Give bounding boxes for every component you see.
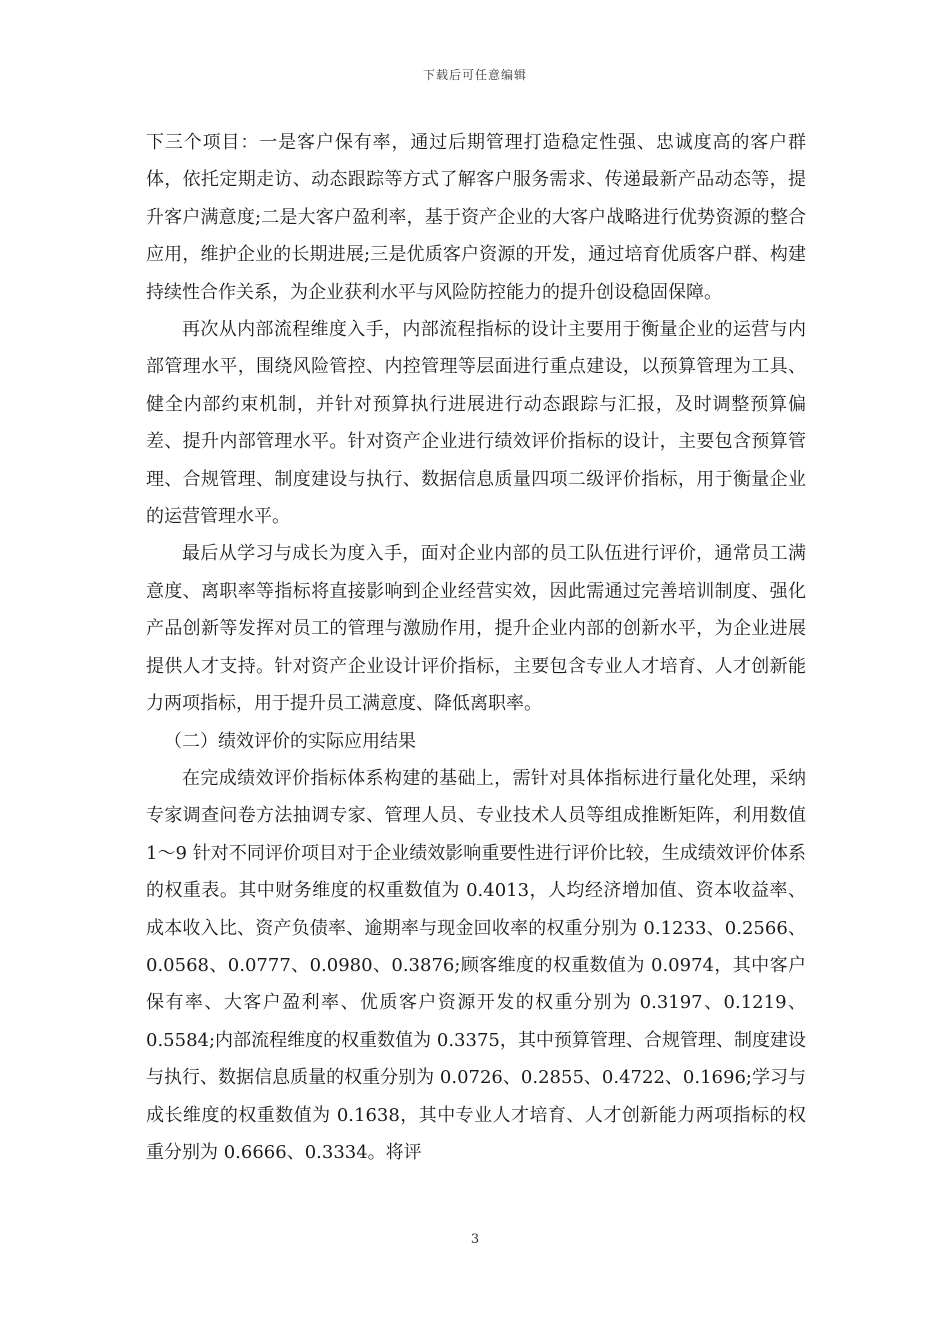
document-body	[146, 124, 806, 1171]
paragraph-internal-process: 再次从内部流程维度入手，内部流程指标的设计主要用于衡量企业的运营与内部管理水平，围绕风险管控、内控管理等层面进行重点建设，以预算管理为工具、健全内部约束机制，并针对预算执行进展进行动态跟踪与汇报，及时调整预算偏差、提升内部管理水平。针对资产企业进行绩效评价指标的设计，主要包含预算管理、合规管理、制度建设与执行、数据信息质量四项二级评价指标，用于衡量企业的运营管理水平。	[146, 319, 806, 528]
section-heading: （二）绩效评价的实际应用结果	[164, 730, 416, 752]
page-number: 3	[470, 1232, 480, 1247]
paragraph-customer-items: 下三个项目：一是客户保有率，通过后期管理打造稳定性强、忠诚度高的客户群体，依托定期走访、动态跟踪等方式了解客户服务需求、传递最新产品动态等，提升客户满意度;二是大客户盈利率，基于资产企业的大客户战略进行优势资源的整合应用，维护企业的长期进展;三是优质客户资源的开发，通过培育优质客户群、构建持续性合作关系，为企业获利水平与风险防控能力的提升创设稳固保障。	[146, 132, 806, 303]
page-header: 下载后可任意编辑	[422, 68, 527, 82]
paragraph-learning-growth: 最后从学习与成长为度入手，面对企业内部的员工队伍进行评价，通常员工满意度、离职率等指标将直接影响到企业经营实效，因此需通过完善培训制度、强化产品创新等发挥对员工的管理与激励作用，提升企业内部的创新水平，为企业进展提供人才支持。针对资产企业设计评价指标，主要包含专业人才培育、人才创新能力两项指标，用于提升员工满意度、降低离职率。	[146, 543, 806, 715]
paragraph-application-results: 在完成绩效评价指标体系构建的基础上，需针对具体指标进行量化处理，采纳专家调查问卷方法抽调专家、管理人员、专业技术人员等组成推断矩阵，利用数值 1～9 针对不同评价项目对于企业绩效影响重要性进行评价比较，生成绩效评价体系的权重表。其中财务维度的权重数值为 0.4013，人均经济增加值、资本收益率、成本收入比、资产负债率、逾期率与现金回收率的权重分别为 0.1233、0.2566、0.0568、0.0777、0.0980、0.3876;顾客维度的权重数值为 0.0974，其中客户保有率、大客户盈利率、优质客户资源开发的权重分别为 0.3197、0.1219、0.5584;内部流程维度的权重数值为 0.3375，其中预算管理、合规管理、制度建设与执行、数据信息质量的权重分别为 0.0726、0.2855、0.4722、0.1696;学习与成长维度的权重数值为 0.1638，其中专业人才培育、人才创新能力两项指标的权重分别为 0.6666、0.3334。将评	[146, 767, 806, 1163]
